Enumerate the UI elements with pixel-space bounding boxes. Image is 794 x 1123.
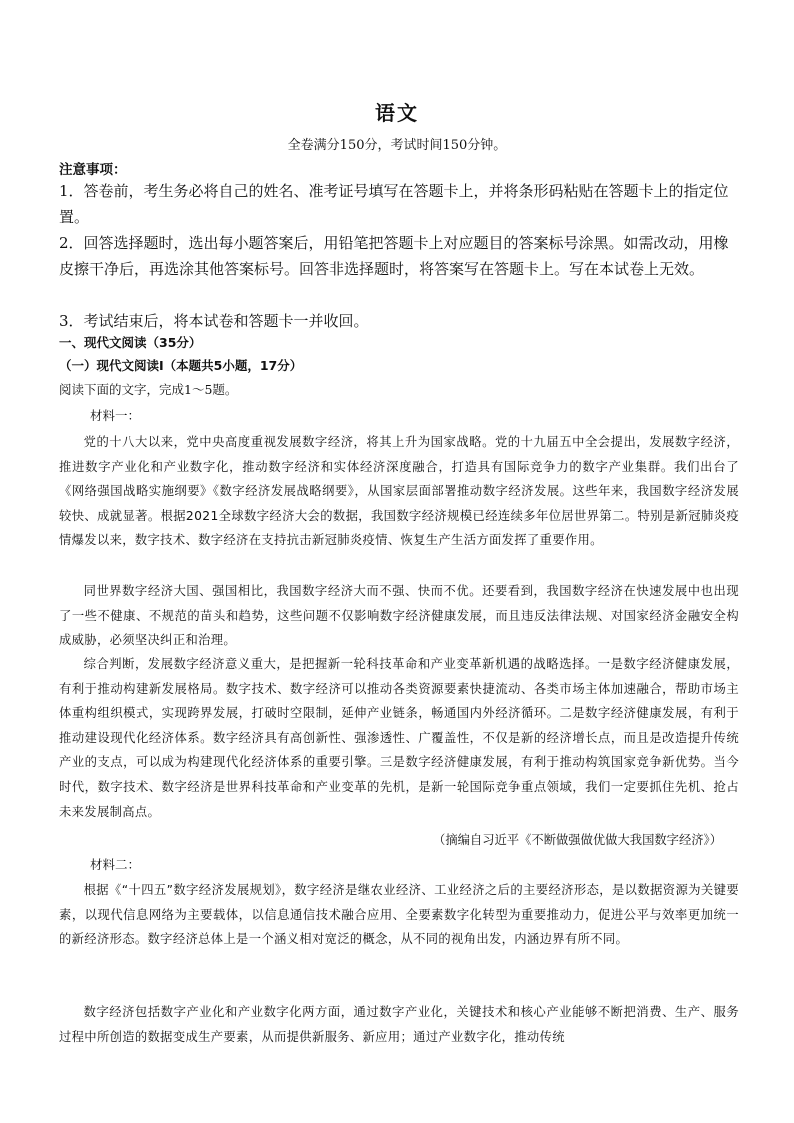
exam-info: 全卷满分150分，考试时间150分钟。 xyxy=(287,138,507,153)
material-1-paragraph-1: 党的十八大以来，党中央高度重视发展数字经济，将其上升为国家战略。党的十九届五中全会提出，发展数字经济，推进数字产业化和产业数字化，推动数字经济和实体经济深度融合，打造具有国际竞争力的数字产业集群。我们出台了《网络强国战略实施纲要》《数字经济发展战略纲要》，从国家层面部署推动数字经济发展。这些年来，我国数字经济发展较快、成就显著。根据2021全球数字经济大会的数据，我国数字经济规模已经连续多年位居世界第二。特别是新冠肺炎疫情爆发以来，数字技术、数字经济在支持抗击新冠肺炎疫情、恢复生产生活方面发挥了重要作用。 xyxy=(59,435,739,548)
reading-instruction: 阅读下面的文字，完成1～5题。 xyxy=(59,382,238,397)
notice-item-1: 1．答卷前，考生务必将自己的姓名、准考证号填写在答题卡上，并将条形码粘贴在答题卡上的指定位置。 xyxy=(59,182,729,226)
notice-item-3: 3．考试结束后，将本试卷和答题卡一并收回。 xyxy=(59,312,369,330)
material-2-paragraph-2: 数字经济包括数字产业化和产业数字化两方面，通过数字产业化，关键技术和核心产业能够不断把消费、生产、服务过程中所创造的数据变成生产要素，从而提供新服务、新应用；通过产业数字化，推动传统 xyxy=(59,1005,739,1044)
section-subheading: （一）现代文阅读Ⅰ（本题共5小题，17分） xyxy=(59,358,303,373)
notice-heading: 注意事项： xyxy=(59,162,127,178)
page-title: 语文 xyxy=(375,101,419,125)
notice-item-2: 2．回答选择题时，选出每小题答案后，用铅笔把答题卡上对应题目的答案标号涂黑。如需改动，用橡皮擦干净后，再选涂其他答案标号。回答非选择题时，将答案写在答题卡上。写在本试卷上无效。 xyxy=(59,234,729,278)
material-1-paragraph-2: 同世界数字经济大国、强国相比，我国数字经济大而不强、快而不优。还要看到，我国数字经济在快速发展中也出现了一些不健康、不规范的苗头和趋势，这些问题不仅影响数字经济健康发展，而且违反法律法规、对国家经济金融安全构成威胁，必须坚决纠正和治理。 xyxy=(59,584,739,648)
material-1-label: 材料一： xyxy=(90,408,141,423)
section-heading: 一、现代文阅读（35分） xyxy=(59,335,202,350)
material-1-paragraph-3: 综合判断，发展数字经济意义重大，是把握新一轮科技革命和产业变革新机遇的战略选择。一是数字经济健康发展，有利于推动构建新发展格局。数字技术、数字经济可以推动各类资源要素快捷流动、各类市场主体加速融合，帮助市场主体重构组织模式，实现跨界发展，打破时空限制，延伸产业链条，畅通国内外经济循环。二是数字经济健康发展，有利于推动建设现代化经济体系。数字经济具有高创新性、强渗透性、广覆盖性，不仅是新的经济增长点，而且是改造提升传统产业的支点，可以成为构建现代化经济体系的重要引擎。三是数字经济健康发展，有利于推动构筑国家竞争新优势。当今时代，数字技术、数字经济是世界科技革命和产业变革的先机，是新一轮国际竞争重点领域，我们一定要抓住先机、抢占未来发展制高点。 xyxy=(59,657,739,819)
material-2-label: 材料二： xyxy=(90,857,141,872)
material-2-paragraph-1: 根据《“十四五”数字经济发展规划》，数字经济是继农业经济、工业经济之后的主要经济形态，是以数据资源为关键要素，以现代信息网络为主要载体，以信息通信技术融合应用、全要素数字化转型为重要推动力，促进公平与效率更加统一的新经济形态。数字经济总体上是一个涵义相对宽泛的概念，从不同的视角出发，内涵边界有所不同。 xyxy=(59,883,739,947)
material-1-source: （摘编自习近平《不断做强做优做大我国数字经济》） xyxy=(433,833,722,847)
